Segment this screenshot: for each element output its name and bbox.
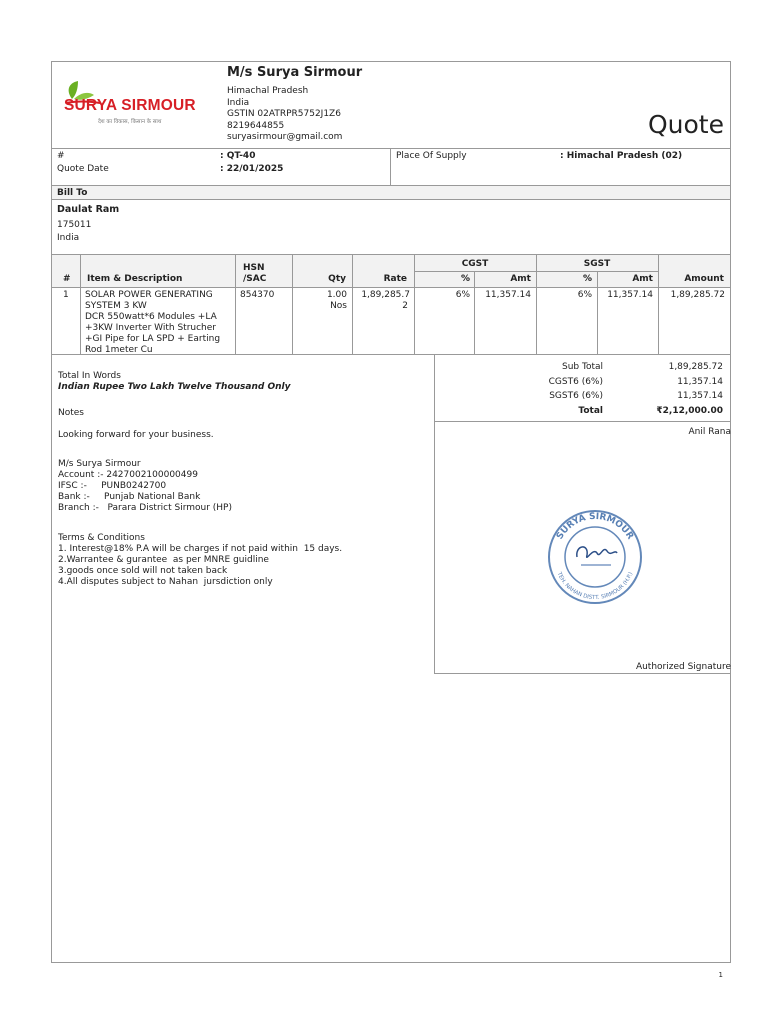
total-words-label: Total In Words [58, 371, 121, 381]
col-num: # [63, 274, 71, 284]
bill-to-pin: 175011 [57, 220, 92, 230]
col-cgst: CGST [461, 259, 489, 269]
company-logo [62, 77, 212, 137]
bill-to-name: Daulat Ram [57, 204, 120, 215]
totals-box [434, 355, 730, 421]
quote-document [51, 61, 731, 963]
company-name: M/s Surya Sirmour [227, 65, 363, 80]
notes-label: Notes [58, 408, 84, 418]
quote-number-label: # [57, 151, 65, 161]
bank-branch: Branch :- Parara District Sirmour (HP) [58, 503, 232, 513]
signer-name: Anil Rana [688, 427, 731, 437]
terms-item-3: 3.goods once sold will not taken back [58, 566, 228, 576]
terms-item-1: 1. Interest@18% P.A will be charges if not paid within 15 days. [58, 544, 343, 554]
quote-number-value: : QT-40 [220, 151, 256, 161]
row-desc-2: +3KW Inverter With Strucher [85, 323, 216, 333]
company-email: suryasirmour@gmail.com [227, 132, 343, 142]
subtotal-value: 1,89,285.72 [668, 362, 723, 372]
bank-company: M/s Surya Sirmour [58, 459, 141, 469]
total-value: ₹2,12,000.00 [656, 406, 723, 416]
bank-ifsc: IFSC :- PUNB0242700 [58, 481, 167, 491]
row-desc-1: DCR 550watt*6 Modules +LA [85, 312, 217, 322]
bank-account: Account :- 2427002100000499 [58, 470, 198, 480]
terms-label: Terms & Conditions [58, 533, 145, 543]
col-amount: Amount [684, 274, 724, 284]
row-qty: 1.00 [326, 290, 347, 300]
col-cgst-amt: Amt [510, 274, 531, 284]
meta-divider [390, 149, 391, 187]
quote-date-label: Quote Date [57, 164, 109, 174]
subtotal-label: Sub Total [561, 362, 603, 372]
total-label: Total [578, 406, 603, 416]
stamp-ring-bottom: TEH. NAHAN DISTT. SIRMOUR (H.P.) [555, 571, 635, 602]
row-item-title-2: SYSTEM 3 KW [85, 301, 147, 311]
terms-item-4: 4.All disputes subject to Nahan jursdiction only [58, 577, 273, 587]
row-rate-2: 2 [402, 301, 408, 311]
col-qty: Qty [328, 274, 346, 284]
cgst-label: CGST6 (6%) [548, 377, 603, 387]
row-item-title-1: SOLAR POWER GENERATING [85, 290, 213, 300]
col-hsn-2: /SAC [243, 274, 267, 284]
authorized-signature-label: Authorized Signature [635, 662, 731, 672]
col-sgst-amt: Amt [632, 274, 653, 284]
cgst-value: 11,357.14 [677, 377, 723, 387]
col-hsn-1: HSN [243, 263, 265, 273]
place-of-supply-value: : Himachal Pradesh (02) [560, 151, 683, 161]
quote-meta [52, 148, 730, 186]
bank-name: Bank :- Punjab National Bank [58, 492, 201, 502]
col-item: Item & Description [87, 274, 183, 284]
row-rate-1: 1,89,285.7 [361, 290, 410, 300]
items-table [52, 254, 730, 355]
sgst-label: SGST6 (6%) [549, 391, 603, 401]
company-gstin: GSTIN 02ATRPR5752J1Z6 [227, 109, 341, 119]
col-cgst-pct: % [460, 274, 470, 284]
place-of-supply-label: Place Of Supply [396, 151, 467, 161]
company-country: India [227, 97, 250, 108]
col-rate: Rate [383, 274, 407, 284]
lower-section [52, 355, 730, 673]
sgst-value: 11,357.14 [677, 391, 723, 401]
logo-tagline: देश का विकास, किसान के साथ [98, 119, 162, 125]
signature-box [434, 421, 730, 674]
company-info [227, 65, 362, 144]
row-cgst-pct: 6% [455, 290, 470, 300]
company-state: Himachal Pradesh [227, 86, 309, 96]
row-desc-4: Rod 1meter Cu [85, 345, 153, 355]
row-sgst-amt: 11,357.14 [607, 290, 653, 300]
company-phone: 8219644855 [227, 120, 285, 131]
row-desc-3: +GI Pipe for LA SPD + Earting [85, 334, 221, 344]
bill-to-header: Bill To [52, 185, 730, 200]
stamp-ring-top: SURYA SIRMOUR [555, 511, 635, 542]
row-sgst-pct: 6% [577, 290, 592, 300]
row-unit: Nos [330, 301, 347, 311]
bill-to-country: India [57, 233, 80, 243]
document-title: Quote [647, 110, 724, 139]
row-hsn: 854370 [240, 290, 275, 300]
svg-text:TEH. NAHAN DISTT. SIRMOUR (H.P [555, 571, 634, 602]
total-words-value: Indian Rupee Two Lakh Twelve Thousand Only [58, 382, 291, 392]
col-sgst: SGST [583, 259, 611, 269]
page-number: 1 [718, 971, 723, 979]
row-cgst-amt: 11,357.14 [485, 290, 531, 300]
company-stamp [545, 507, 645, 607]
terms-item-2: 2.Warrantee & gurantee as per MNRE guidline [58, 555, 269, 565]
notes-text: Looking forward for your business. [58, 430, 214, 440]
quote-date-value: : 22/01/2025 [220, 164, 284, 174]
logo-text: SURYA SIRMOUR [64, 97, 196, 114]
row-num: 1 [63, 290, 69, 300]
row-amount: 1,89,285.72 [670, 290, 725, 300]
col-sgst-pct: % [582, 274, 592, 284]
